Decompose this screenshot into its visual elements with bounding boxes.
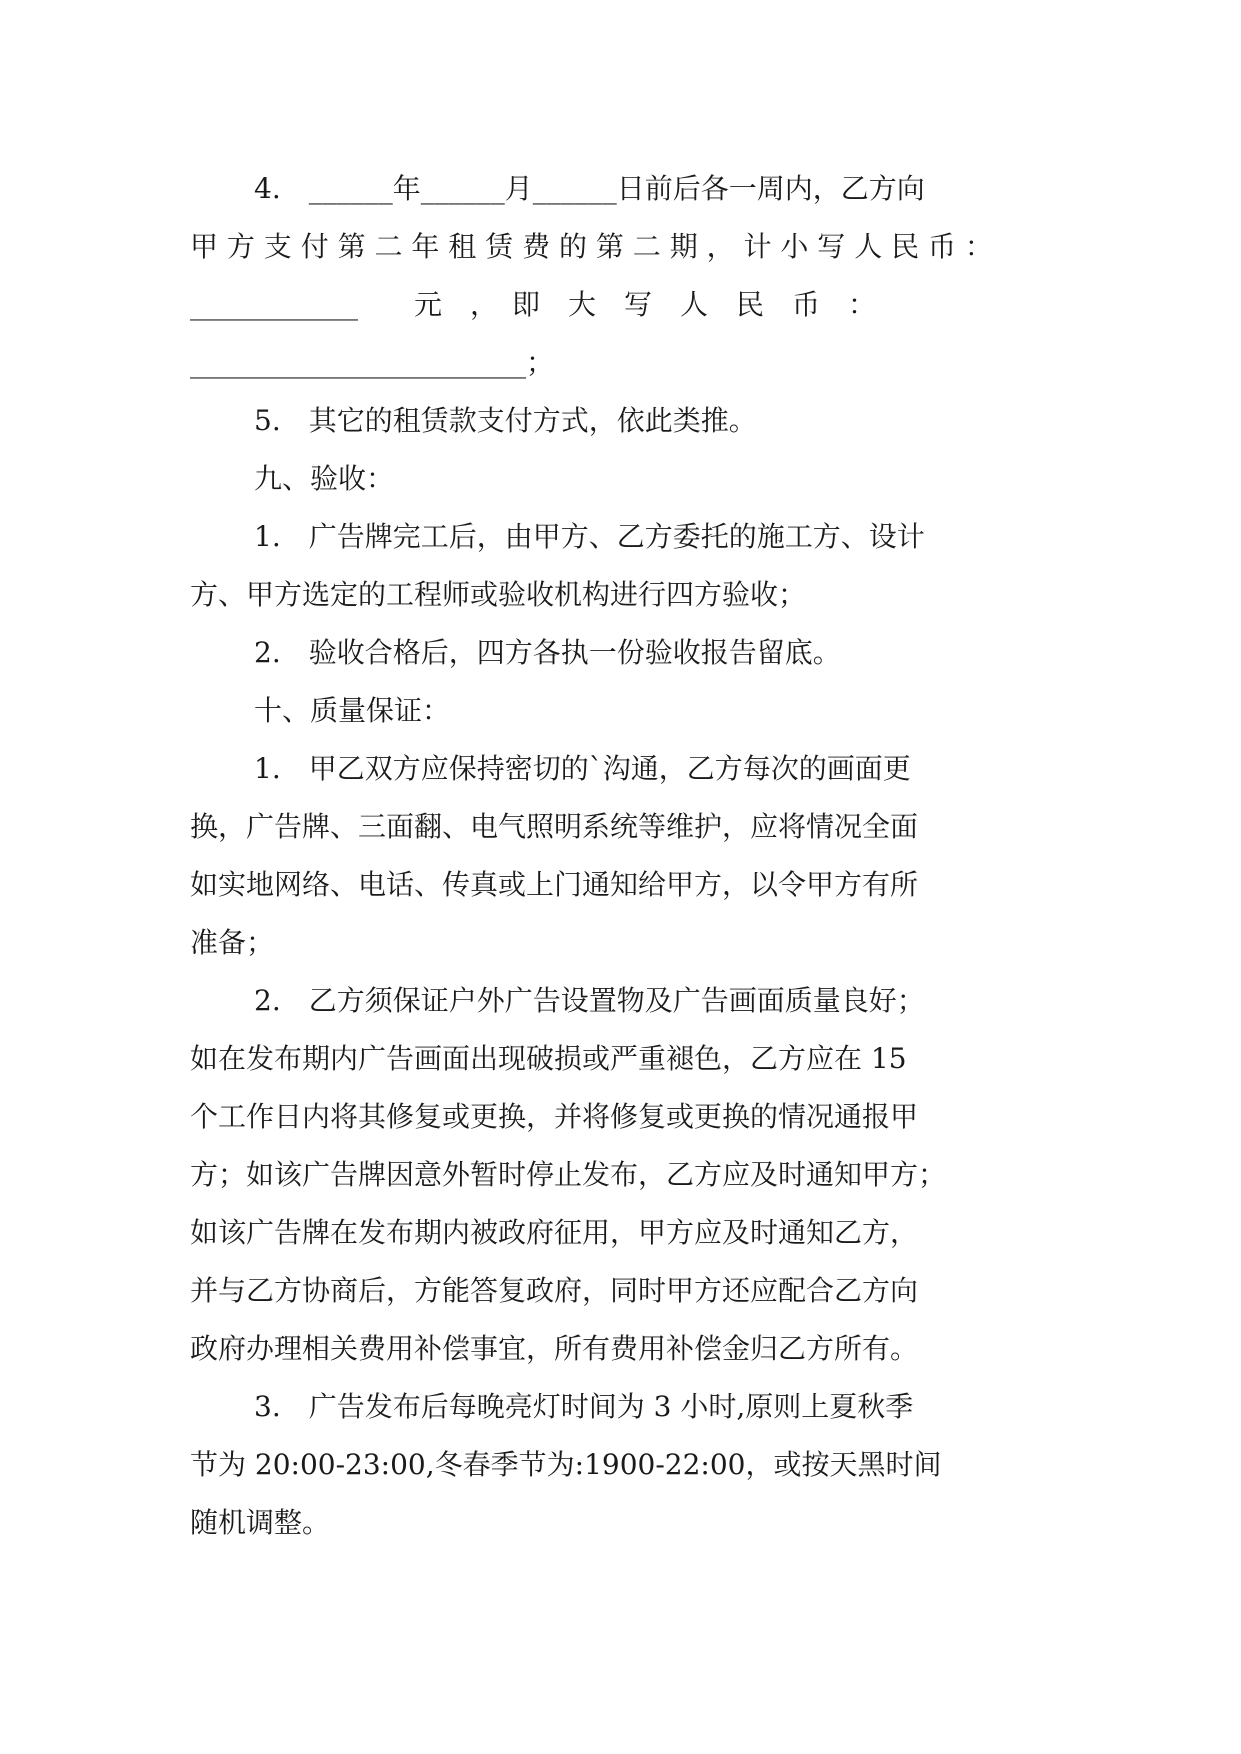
paragraph-line: 2. 乙方须保证户外广告设置物及广告画面质量良好； xyxy=(254,984,925,1017)
paragraph-line: 如实地网络、电话、传真或上门通知给甲方，以令甲方有所 xyxy=(190,868,919,901)
paragraph-line: 并与乙方协商后，方能答复政府，同时甲方还应配合乙方向 xyxy=(190,1274,919,1307)
paragraph-line: 准备； xyxy=(190,926,275,959)
paragraph-line: 4. ______年______月______日前后各一周内，乙方向 xyxy=(254,172,925,205)
paragraph-line: 节为 20:00-23:00,冬春季节为:1900-22:00，或按天黑时间 xyxy=(190,1448,942,1481)
paragraph-line: 政府办理相关费用补偿事宜，所有费用补偿金归乙方所有。 xyxy=(190,1332,919,1365)
paragraph-line: 方、甲方选定的工程师或验收机构进行四方验收； xyxy=(190,578,807,611)
paragraph-line: 如在发布期内广告画面出现破损或严重褪色，乙方应在 15 xyxy=(190,1042,907,1075)
paragraph-line: 个工作日内将其修复或更换，并将修复或更换的情况通报甲 xyxy=(190,1100,919,1133)
paragraph-line: 3. 广告发布后每晚亮灯时间为 3 小时,原则上夏秋季 xyxy=(254,1390,914,1423)
paragraph-line: 甲 方 支 付 第 二 年 租 赁 费 的 第 二 期 ， 计 小 写 人 民 币 ： xyxy=(190,230,993,263)
document-body xyxy=(190,160,1050,1552)
paragraph-line: 换，广告牌、三面翻、电气照明系统等维护，应将情况全面 xyxy=(190,810,919,843)
paragraph-line: ________________________； xyxy=(190,346,555,379)
paragraph-line: 随机调整。 xyxy=(190,1506,331,1539)
paragraph-line: 2. 验收合格后，四方各执一份验收报告留底。 xyxy=(254,636,841,669)
paragraph-line: 方；如该广告牌因意外暂时停止发布，乙方应及时通知甲方； xyxy=(190,1158,947,1191)
paragraph-line: 5. 其它的租赁款支付方式，依此类推。 xyxy=(254,404,757,437)
paragraph-line: 1. 甲乙双方应保持密切的`沟通，乙方每次的画面更 xyxy=(254,752,911,785)
section-heading: 十、质量保证： xyxy=(254,694,451,727)
paragraph-line: 如该广告牌在发布期内被政府征用，甲方应及时通知乙方， xyxy=(190,1216,919,1249)
section-heading: 九、验收： xyxy=(254,462,395,495)
paragraph-line: 1. 广告牌完工后，由甲方、乙方委托的施工方、设计 xyxy=(254,520,925,553)
paragraph-line: ____________ 元 ， 即 大 写 人 民 币 ： xyxy=(190,288,877,321)
